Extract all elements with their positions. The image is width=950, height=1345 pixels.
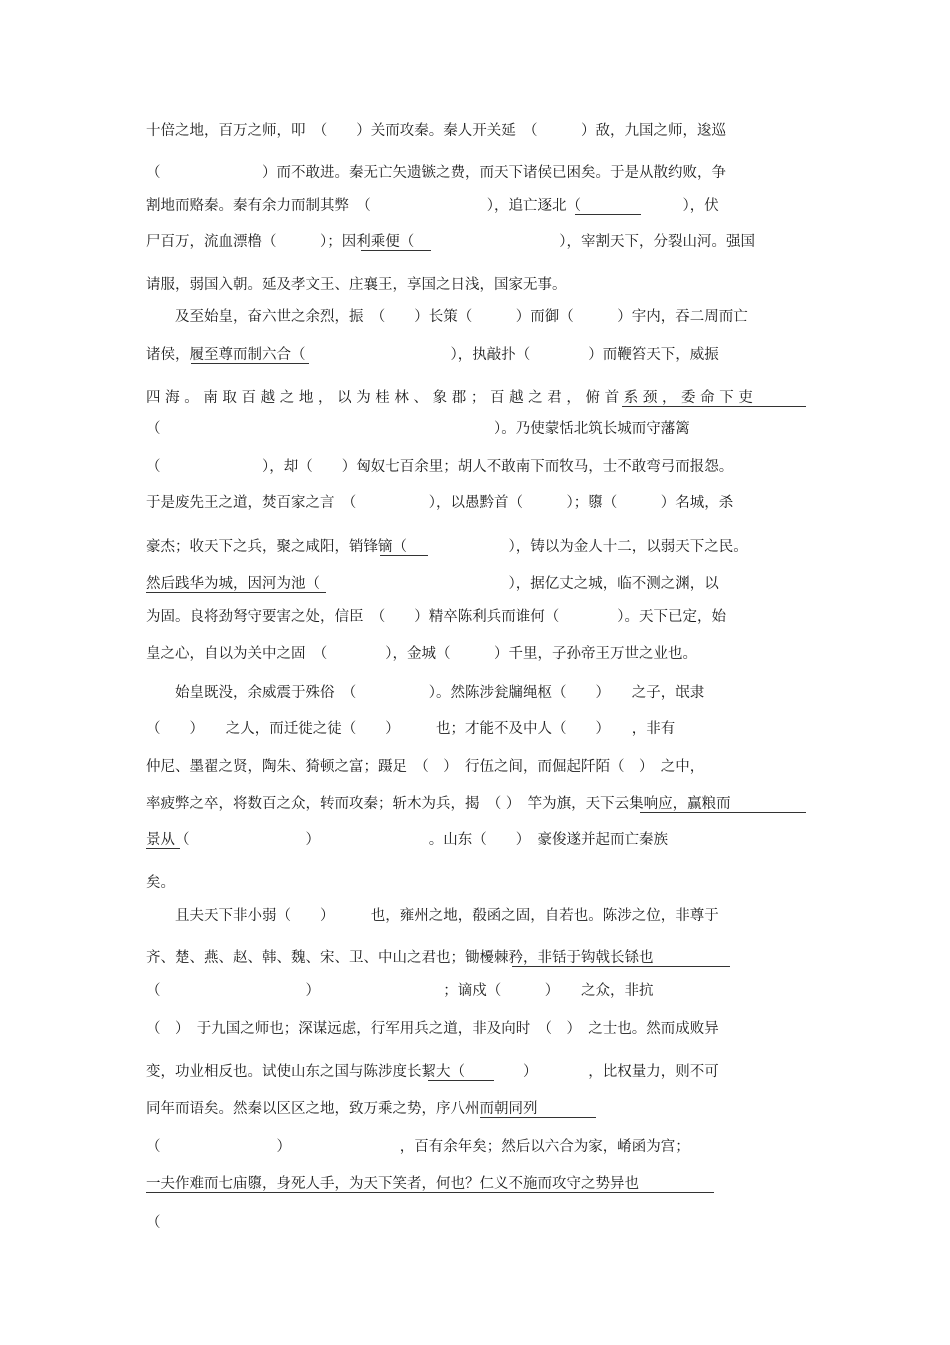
- text-line: 为固。良将劲弩守要害之处，信臣 （ ）精卒陈利兵而谁何（ ）。天下已定，始: [146, 609, 726, 625]
- text-line: 一夫作难而七庙隳，身死人手，为天下笑者，何也？仁义不施而攻守之势异也: [146, 1176, 639, 1192]
- text-line: 仲尼、墨翟之贤，陶朱、猗顿之富；蹑足 （ ） 行伍之间，而倔起阡陌（ ） 之中，: [146, 759, 705, 775]
- text-line: 同年而语矣。然秦以区区之地，致万乘之势，序八州而朝同列: [146, 1101, 538, 1117]
- text-line: 率疲弊之卒，将数百之众，转而攻秦；斩木为兵，揭 （ ） 竿为旗，天下云集响应，赢粮而: [146, 796, 731, 812]
- text-line: 变，功业相反也。试使山东之国与陈涉度长絜大（ ） ，比权量力，则不可: [146, 1064, 719, 1080]
- text-line: 皇之心，自以为关中之固 （ ），金城（ ）千里，子孙帝王万世之业也。: [146, 646, 697, 662]
- underline-rule: [146, 592, 326, 593]
- text-line: 诸侯，履至尊而制六合（ ），执敲扑（ ）而鞭笞天下，威振: [146, 347, 719, 363]
- text-line: 请服，弱国入朝。延及孝文王、庄襄王，享国之日浅，国家无事。: [146, 277, 567, 293]
- text-line: 齐、楚、燕、赵、韩、魏、宋、卫、中山之君也；锄櫌棘矜，非铦于钩戟长铩也: [146, 950, 654, 966]
- text-line: 及至始皇，奋六世之余烈，振 （ ）长策（ ）而御（ ）宇内，吞二周而亡: [146, 309, 748, 325]
- text-line: 矣。: [146, 875, 175, 891]
- underline-rule: [380, 555, 428, 556]
- underline-rule: [575, 214, 641, 215]
- text-line: 豪杰；收天下之兵，聚之咸阳，销锋镝（ ），铸以为金人十二，以弱天下之民。: [146, 539, 748, 555]
- text-line: 于是废先王之道，焚百家之言 （ ），以愚黔首（ ）；隳（ ）名城，杀: [146, 495, 734, 511]
- underline-rule: [191, 363, 309, 364]
- text-line: 尸百万，流血漂橹（ ）；因利乘便（ ），宰割天下，分裂山河。强国: [146, 234, 755, 250]
- underline-rule: [146, 848, 180, 849]
- text-line: 四 海 。 南 取 百 越 之 地 ， 以 为 桂 林 、 象 郡 ； 百 越 之 君 ， 俯 首 系 颈 ， 委 命 下 吏: [146, 390, 753, 406]
- underline-rule: [146, 1192, 714, 1193]
- text-line: （ ） ；谪戍（ ） 之众，非抗: [146, 983, 654, 999]
- text-line: 景从（ ） 。山东（ ） 豪俊遂并起而亡秦族: [146, 832, 668, 848]
- underline-rule: [512, 966, 730, 967]
- text-line: （ ），却（ ）匈奴七百余里；胡人不敢南下而牧马，士不敢弯弓而报怨。: [146, 459, 734, 475]
- text-line: （ ）。乃使蒙恬北筑长城而守藩篱: [146, 421, 690, 437]
- text-line: 割地而赂秦。秦有余力而制其弊 （ ），追亡逐北（ ），伏: [146, 198, 719, 214]
- underline-rule: [622, 406, 806, 407]
- text-line: 且夫天下非小弱（ ） 也，雍州之地，殽函之固，自若也。陈涉之位，非尊于: [146, 908, 719, 924]
- underline-rule: [428, 1080, 494, 1081]
- text-line: （ ） 之人，而迁徙之徒（ ） 也；才能不及中人（ ） ，非有: [146, 721, 676, 737]
- text-line: 十倍之地，百万之师，叩 （ ）关而攻秦。秦人开关延 （ ）敌，九国之师，逡巡: [146, 123, 726, 139]
- underline-rule: [640, 812, 806, 813]
- text-line: （ ） 于九国之师也；深谋远虑，行军用兵之道，非及向时 （ ） 之士也。然而成败异: [146, 1021, 719, 1037]
- text-line: （ ） ，百有余年矣；然后以六合为家，崤函为宫；: [146, 1139, 690, 1155]
- text-line: （: [146, 1215, 161, 1231]
- underline-rule: [361, 250, 431, 251]
- text-line: 始皇既没，余威震于殊俗 （ ）。然陈涉瓮牖绳枢（ ） 之子，氓隶: [146, 685, 705, 701]
- text-line: 然后践华为城，因河为池（ ），据亿丈之城，临不测之渊，以: [146, 576, 719, 592]
- underline-rule: [480, 1117, 596, 1118]
- text-line: （ ）而不敢进。秦无亡矢遗镞之费，而天下诸侯已困矣。于是从散约败，争: [146, 165, 726, 181]
